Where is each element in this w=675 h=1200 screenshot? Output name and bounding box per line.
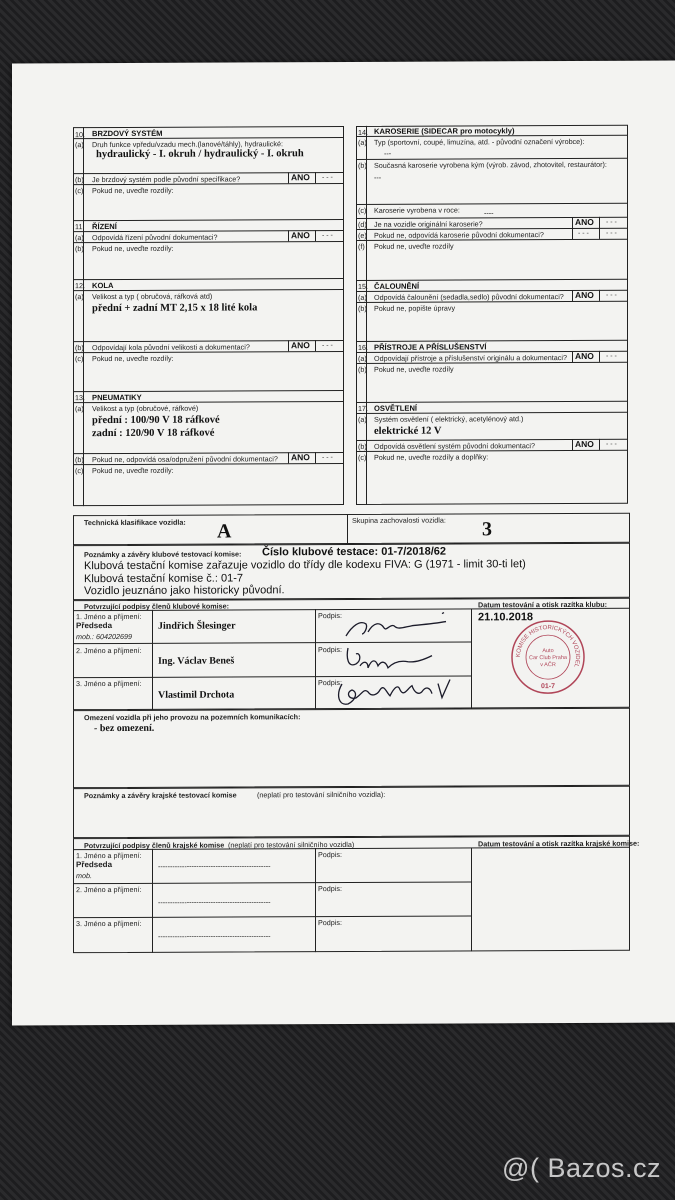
row-label: (b) bbox=[75, 244, 84, 254]
instruments-label: Odpovídají přístroje a příslušenství originálu a dokumentaci? bbox=[374, 353, 567, 363]
body-original-ano: ANO bbox=[575, 216, 594, 227]
club-m1-mobile: mob.: 604202699 bbox=[76, 631, 132, 642]
club-m2-sign-label: Podpis: bbox=[318, 645, 342, 655]
body-doc-dash: - - - bbox=[606, 229, 617, 237]
group-label: Skupina zachovalosti vozidla: bbox=[352, 515, 446, 525]
regional-sign-note: (neplatí pro testování silničního vozidla) bbox=[228, 839, 355, 850]
steering-diff-label: Pokud ne, uveďte rozdíly: bbox=[92, 243, 174, 254]
wheels-dash: - - - bbox=[322, 342, 333, 350]
club-m3-label: 3. Jméno a příjmení: bbox=[76, 678, 142, 689]
body-type-label: Typ (sportovní, coupé, limuzína, atd. - původní označení výrobce): bbox=[374, 136, 585, 147]
lighting-diff-label: Pokud ne, uveďte rozdíly a doplňky: bbox=[374, 452, 489, 462]
tech-class-label: Technická klasifikace vozidla: bbox=[84, 517, 186, 528]
steering-label: Odpovídá řízení původní dokumentaci? bbox=[92, 232, 218, 243]
body-maker-label: Současná karoserie vyrobena kým (výrob. závod, zhotovitel, restaurátor): bbox=[374, 159, 607, 170]
steering-dash: - - - bbox=[322, 232, 333, 240]
row-label: (a) bbox=[358, 353, 367, 363]
club-m1-label: 1. Jméno a příjmení: bbox=[76, 611, 142, 622]
regional-notes-label: Poznámky a závěry krajské testovací komise bbox=[84, 790, 237, 801]
club-m1-name: Jindřich Šlesinger bbox=[158, 620, 236, 632]
body-doc-ano: - - - bbox=[578, 229, 589, 237]
lighting-doc-label: Odpovídá osvětlení systém původní dokumentaci? bbox=[374, 441, 536, 451]
body-original-dash: - - - bbox=[606, 218, 617, 226]
wheels-value: přední + zadní MT 2,15 x 18 lité kola bbox=[92, 302, 258, 315]
regional-m1-label: 1. Jméno a příjmení: bbox=[76, 850, 142, 861]
row-label: (a) bbox=[358, 137, 367, 147]
brake-spec-dash: - - - bbox=[322, 174, 333, 182]
instruments-ano: ANO bbox=[575, 350, 594, 361]
row-label: (c) bbox=[358, 205, 367, 215]
club-m3-sign-label: Podpis: bbox=[318, 678, 342, 688]
club-test-date: 21.10.2018 bbox=[478, 611, 534, 624]
regional-m3-label: 3. Jméno a příjmení: bbox=[76, 918, 142, 929]
row-label: (a) bbox=[358, 414, 367, 424]
regional-date-header: Datum testování a otisk razítka krajské komise: bbox=[478, 838, 640, 849]
row-label: (a) bbox=[75, 233, 84, 243]
row-label: (b) bbox=[358, 441, 367, 451]
upholstery-diff-label: Pokud ne, popište úpravy bbox=[374, 303, 456, 313]
vehicle-test-form bbox=[12, 61, 675, 1026]
regional-m2-sign-label: Podpis: bbox=[318, 884, 342, 894]
regional-signatures-box bbox=[73, 836, 630, 953]
tyres-front-value: přední : 100/90 V 18 ráfkové bbox=[92, 414, 220, 427]
club-historic-text: Vozidlo jeuznáno jako historicky původní. bbox=[84, 584, 285, 598]
row-label: (c) bbox=[75, 186, 84, 196]
regional-m1-mobile: mob. bbox=[76, 871, 92, 881]
club-class-text: Klubová testační komise zařazuje vozidlo do třídy dle kodexu FIVA: G (1971 - limit 30-ti let) bbox=[84, 558, 526, 573]
row-label: (c) bbox=[75, 466, 84, 476]
section-12-number: 12. bbox=[75, 281, 85, 291]
section-10-title: BRZDOVÝ SYSTÉM bbox=[92, 128, 163, 139]
stamp-ring-text: KOMISE HISTORICKÝCH VOZIDEL bbox=[515, 625, 581, 668]
tyres-diff-label: Pokud ne, uveďte rozdíly: bbox=[92, 465, 174, 476]
regional-notes-note: (neplatí pro testování silničního vozidla): bbox=[257, 789, 386, 800]
section-13-number: 13. bbox=[75, 393, 85, 403]
section-12-title: KOLA bbox=[92, 281, 114, 291]
row-label: (b) bbox=[75, 175, 84, 185]
regional-m1-blank: ----------------------------------------------- bbox=[158, 861, 271, 871]
row-label: (b) bbox=[75, 455, 84, 465]
section-14-number: 14. bbox=[358, 127, 368, 137]
club-notes-label: Poznámky a závěry klubové testovací komise: bbox=[84, 549, 242, 560]
club-date-header: Datum testování a otisk razítka klubu: bbox=[478, 599, 608, 610]
section-16-number: 16. bbox=[358, 342, 368, 352]
club-m1-sign-label: Podpis: bbox=[318, 611, 342, 621]
body-doc-label: Pokud ne, odpovídá karoserie původní dokumentaci? bbox=[374, 230, 544, 240]
tyres-doc-label: Pokud ne, odpovídá osa/odpružení původní dokumentaci? bbox=[92, 454, 278, 465]
club-m2-label: 2. Jméno a příjmení: bbox=[76, 645, 142, 656]
steering-ano: ANO bbox=[291, 230, 310, 241]
lighting-ano: ANO bbox=[575, 438, 594, 449]
brake-type-value: hydraulický - I. okruh / hydraulický - I. okruh bbox=[96, 148, 304, 161]
row-label: (f) bbox=[358, 241, 365, 251]
brake-spec-label: Je brzdový systém podle původní specifikace? bbox=[92, 174, 241, 185]
signature-1 bbox=[342, 609, 462, 642]
restrictions-value: - bez omezení. bbox=[94, 722, 155, 735]
section-16-title: PŘÍSTROJE A PŘÍSLUŠENSTVÍ bbox=[374, 342, 487, 352]
body-year-label: Karoserie vyrobena v roce: bbox=[374, 205, 460, 215]
club-test-number: Číslo klubové testace: 01-7/2018/62 bbox=[262, 545, 447, 559]
tyres-label: Velikost a typ (obručové, ráfkové) bbox=[92, 403, 199, 414]
regional-sign-header: Potvrzující podpisy členů krajské komise bbox=[84, 840, 225, 851]
section-11-title: ŘÍZENÍ bbox=[92, 221, 117, 232]
body-maker-value: --- bbox=[374, 172, 382, 182]
club-m1-role: Předseda bbox=[76, 621, 113, 631]
group-value: 3 bbox=[482, 518, 492, 541]
lighting-value: elektrické 12 V bbox=[374, 425, 442, 437]
upholstery-ano: ANO bbox=[575, 289, 594, 300]
regional-m1-sign-label: Podpis: bbox=[318, 850, 342, 860]
stamp-line-2: Car Club Praha bbox=[529, 655, 567, 662]
brake-spec-ano: ANO bbox=[291, 172, 310, 183]
upholstery-dash: - - - bbox=[606, 291, 617, 299]
tyres-dash: - - - bbox=[322, 454, 333, 462]
section-15-number: 15. bbox=[358, 281, 368, 291]
section-17-title: OSVĚTLENÍ bbox=[374, 403, 418, 413]
row-label: (a) bbox=[75, 404, 84, 414]
club-m3-name: Vlastimil Drchota bbox=[158, 689, 235, 701]
row-label: (b) bbox=[75, 343, 84, 353]
tech-class-value: A bbox=[217, 520, 232, 543]
row-label: (c) bbox=[358, 452, 367, 462]
bazos-watermark: @( Bazos.cz bbox=[502, 1153, 661, 1183]
lighting-label: Systém osvětlení ( elektrický, acetylénový atd.) bbox=[374, 414, 524, 424]
row-label: (c) bbox=[75, 354, 84, 364]
row-label: (a) bbox=[358, 292, 367, 302]
tyres-rear-value: zadní : 120/90 V 18 ráfkové bbox=[92, 427, 215, 440]
tyres-ano: ANO bbox=[291, 452, 310, 463]
row-label: (b) bbox=[358, 364, 367, 374]
body-diff-label: Pokud ne, uveďte rozdíly bbox=[374, 241, 454, 251]
row-label: (d) bbox=[358, 219, 367, 229]
row-label: (e) bbox=[358, 230, 367, 240]
wheels-label: Velikost a typ ( obručová, ráfková atd) bbox=[92, 291, 213, 302]
instruments-diff-label: Pokud ne, uveďte rozdíly bbox=[374, 364, 454, 374]
club-m2-name: Ing. Václav Beneš bbox=[158, 655, 235, 667]
section-10-number: 10. bbox=[75, 130, 85, 140]
row-label: (b) bbox=[358, 303, 367, 313]
regional-m2-blank: ----------------------------------------------- bbox=[158, 897, 271, 907]
lighting-dash: - - - bbox=[606, 440, 617, 448]
row-label: (a) bbox=[75, 140, 84, 150]
regional-m3-blank: ----------------------------------------------- bbox=[158, 931, 271, 941]
section-14-title: KAROSERIE (SIDECAR pro motocykly) bbox=[374, 126, 515, 136]
upholstery-label: Odpovídá čalounění (sedadla,sedlo) původní dokumentaci? bbox=[374, 292, 564, 302]
row-label: (a) bbox=[75, 292, 84, 302]
body-original-label: Je na vozidle originální karoserie? bbox=[374, 219, 483, 229]
body-type-value: --- bbox=[384, 148, 392, 158]
instruments-dash: - - - bbox=[606, 352, 617, 360]
club-stamp bbox=[509, 618, 587, 696]
wheels-doc-label: Odpovídají kola původní velikosti a dokumentaci? bbox=[92, 342, 250, 353]
signature-3 bbox=[334, 673, 464, 712]
brake-diff-label: Pokud ne, uveďte rozdíly: bbox=[92, 185, 174, 196]
section-17-number: 17. bbox=[358, 403, 368, 413]
row-label: (b) bbox=[358, 160, 367, 170]
section-15-title: ČALOUNĚNÍ bbox=[374, 281, 420, 291]
restrictions-label: Omezení vozidla při jeho provozu na pozemních komunikacích: bbox=[84, 712, 301, 723]
wheels-diff-label: Pokud ne, uveďte rozdíly: bbox=[92, 353, 174, 364]
section-13-title: PNEUMATIKY bbox=[92, 392, 142, 403]
brake-type-label: Druh funkce vpředu/vzadu mech.(lanové/táhly), hydraulické: bbox=[92, 139, 283, 150]
club-commission-number: Klubová testační komise č.: 01-7 bbox=[84, 572, 243, 586]
stamp-line-1: Auto bbox=[542, 648, 554, 655]
regional-m3-sign-label: Podpis: bbox=[318, 918, 342, 928]
regional-m1-role: Předseda bbox=[76, 860, 113, 870]
stamp-number: 01-7 bbox=[540, 683, 556, 691]
wheels-ano: ANO bbox=[291, 340, 310, 351]
regional-m2-label: 2. Jméno a příjmení: bbox=[76, 884, 142, 895]
club-sign-header: Potvrzující podpisy členů klubové komise: bbox=[84, 601, 229, 612]
body-year-value: ---- bbox=[484, 208, 494, 218]
section-11-number: 11. bbox=[75, 222, 85, 232]
stamp-line-3: v AČR bbox=[540, 662, 556, 669]
